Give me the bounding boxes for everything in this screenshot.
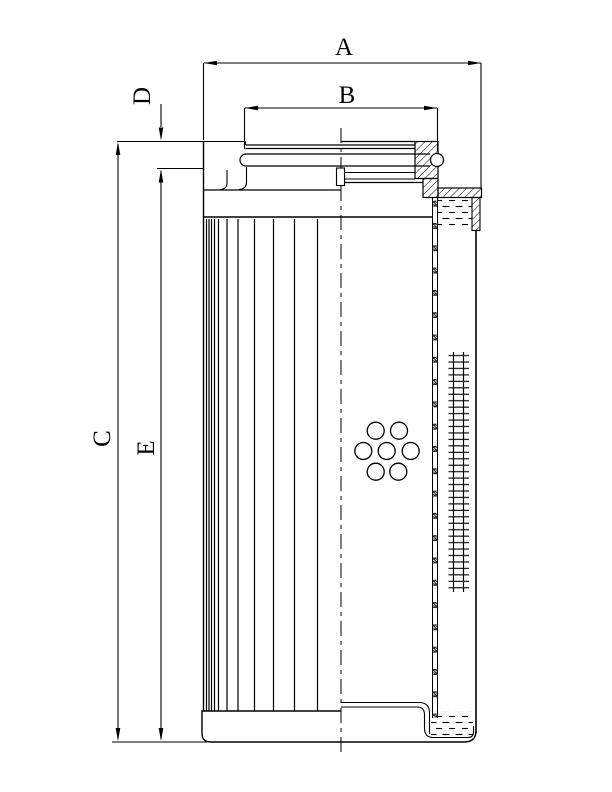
- perforated-core-tube: [433, 198, 438, 719]
- dimension-b-label: B: [338, 82, 356, 109]
- o-ring-groove-lip: [240, 154, 430, 166]
- center-slot: [337, 168, 345, 186]
- dimension-d: [159, 104, 164, 141]
- dimension-d-label: D: [129, 86, 156, 106]
- dimension-e: [157, 169, 204, 742]
- dimension-c-label: C: [89, 430, 116, 447]
- bottom-end-cap: [202, 711, 341, 742]
- dimension-a-label: A: [334, 34, 354, 61]
- mounting-flange: [438, 188, 482, 198]
- dimension-c: [116, 142, 121, 741]
- top-end-cap: [204, 142, 433, 218]
- pleated-media: [204, 217, 318, 711]
- adhesive-potting-bottom: [431, 711, 473, 737]
- dimension-e-label: E: [133, 440, 160, 456]
- adhesive-potting-top: [438, 199, 472, 228]
- support-mesh: [449, 352, 470, 592]
- sectioned-cap-and-flange: [415, 142, 482, 198]
- o-ring: [431, 154, 444, 167]
- bypass-holes: [355, 422, 419, 480]
